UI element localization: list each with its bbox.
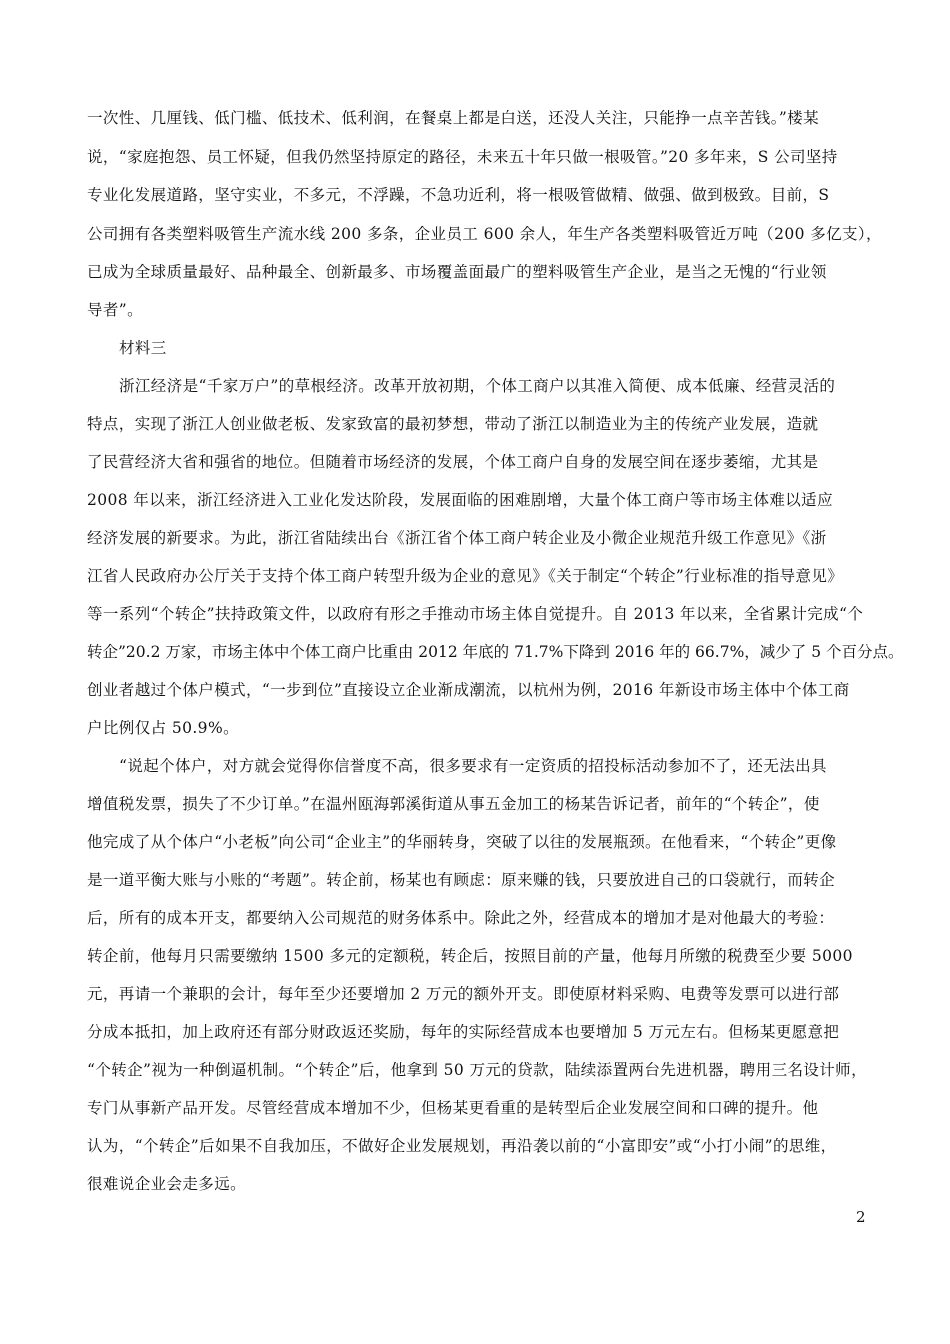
text-line: 一次性、几厘钱、低门槛、低技术、低利润，在餐桌上都是白送，还没人关注，只能挣一点辛苦钱。”楼某	[87, 109, 819, 127]
text-line: 2008 年以来，浙江经济进入工业化发达阶段，发展面临的困难剧增，大量个体工商户等市场主体难以适应	[87, 491, 833, 509]
text-line: 创业者越过个体户模式，“一步到位”直接设立企业渐成潮流，以杭州为例，2016 年新设市场主体中个体工商	[87, 681, 850, 699]
text-line: 公司拥有各类塑料吸管生产流水线 200 多条，企业员工 600 余人，年生产各类塑料吸管近万吨（200 多亿支），	[87, 225, 882, 243]
text-line: 已成为全球质量最好、品种最全、创新最多、市场覆盖面最广的塑料吸管生产企业，是当之无愧的“行业领	[87, 263, 827, 281]
text-line: 增值税发票，损失了不少订单。”在温州瓯海郭溪街道从事五金加工的杨某告诉记者，前年的“个转企”，使	[87, 795, 820, 813]
text-line: 元，再请一个兼职的会计，每年至少还要增加 2 万元的额外开支。即使原材料采购、电费等发票可以进行部	[87, 985, 840, 1003]
text-line: 他完成了从个体户“小老板”向公司“企业主”的华丽转身，突破了以往的发展瓶颈。在他看来，“个转企”更像	[87, 833, 837, 851]
text-line: 后，所有的成本开支，都要纳入公司规范的财务体系中。除此之外，经营成本的增加才是对他最大的考验：	[87, 909, 835, 927]
page-number: 2	[856, 1208, 866, 1226]
text-line: 说，“家庭抱怨、员工怀疑，但我仍然坚持原定的路径，未来五十年只做一根吸管。”20 多年来，S 公司坚持	[87, 148, 838, 166]
text-line: 等一系列“个转企”扶持政策文件，以政府有形之手推动市场主体自觉提升。自 2013 年以来，全省累计完成“个	[87, 605, 864, 623]
text-line: 经济发展的新要求。为此，浙江省陆续出台《浙江省个体工商户转企业及小微企业规范升级工作意见》《浙	[87, 529, 827, 547]
text-line: 专业化发展道路，坚守实业，不多元，不浮躁，不急功近利，将一根吸管做精、做强、做到极致。目前，S	[87, 186, 830, 204]
text-line: 专门从事新产品开发。尽管经营成本增加不少，但杨某更看重的是转型后企业发展空间和口碑的提升。他	[87, 1099, 819, 1117]
text-line: 转企前，他每月只需要缴纳 1500 多元的定额税，转企后，按照目前的产量，他每月所缴的税费至少要 5000	[87, 947, 853, 965]
text-line: 导者”。	[87, 301, 144, 319]
text-line: “个转企”视为一种倒逼机制。“个转企”后，他拿到 50 万元的贷款，陆续添置两台先进机器，聘用三名设计师，	[87, 1061, 867, 1079]
text-line: 特点，实现了浙江人创业做老板、发家致富的最初梦想，带动了浙江以制造业为主的传统产业发展，造就	[87, 415, 819, 433]
text-line: 户比例仅占 50.9%。	[87, 719, 239, 737]
text-line: “说起个体户，对方就会觉得你信誉度不高，很多要求有一定资质的招投标活动参加不了，还无法出具	[119, 757, 827, 775]
section-heading: 材料三	[119, 339, 167, 357]
text-line: 浙江经济是“千家万户”的草根经济。改革开放初期，个体工商户以其准入简便、成本低廉、经营灵活的	[119, 377, 836, 395]
text-line: 江省人民政府办公厅关于支持个体工商户转型升级为企业的意见》《关于制定“个转企”行业标准的指导意见》	[87, 567, 844, 585]
text-line: 了民营经济大省和强省的地位。但随着市场经济的发展，个体工商户自身的发展空间在逐步萎缩，尤其是	[87, 453, 819, 471]
text-line: 认为，“个转企”后如果不自我加压，不做好企业发展规划，再沿袭以前的“小富即安”或“小打小闹”的思维，	[87, 1137, 837, 1155]
text-line: 分成本抵扣，加上政府还有部分财政返还奖励，每年的实际经营成本也要增加 5 万元左右。但杨某更愿意把	[87, 1023, 840, 1041]
text-line: 转企”20.2 万家，市场主体中个体工商户比重由 2012 年底的 71.7%下降到 2016 年的 66.7%，减少了 5 个百分点。	[87, 643, 904, 661]
text-line: 很难说企业会走多远。	[87, 1175, 247, 1193]
text-line: 是一道平衡大账与小账的“考题”。转企前，杨某也有顾虑：原来赚的钱，只要放进自己的口袋就行，而转企	[87, 871, 836, 889]
